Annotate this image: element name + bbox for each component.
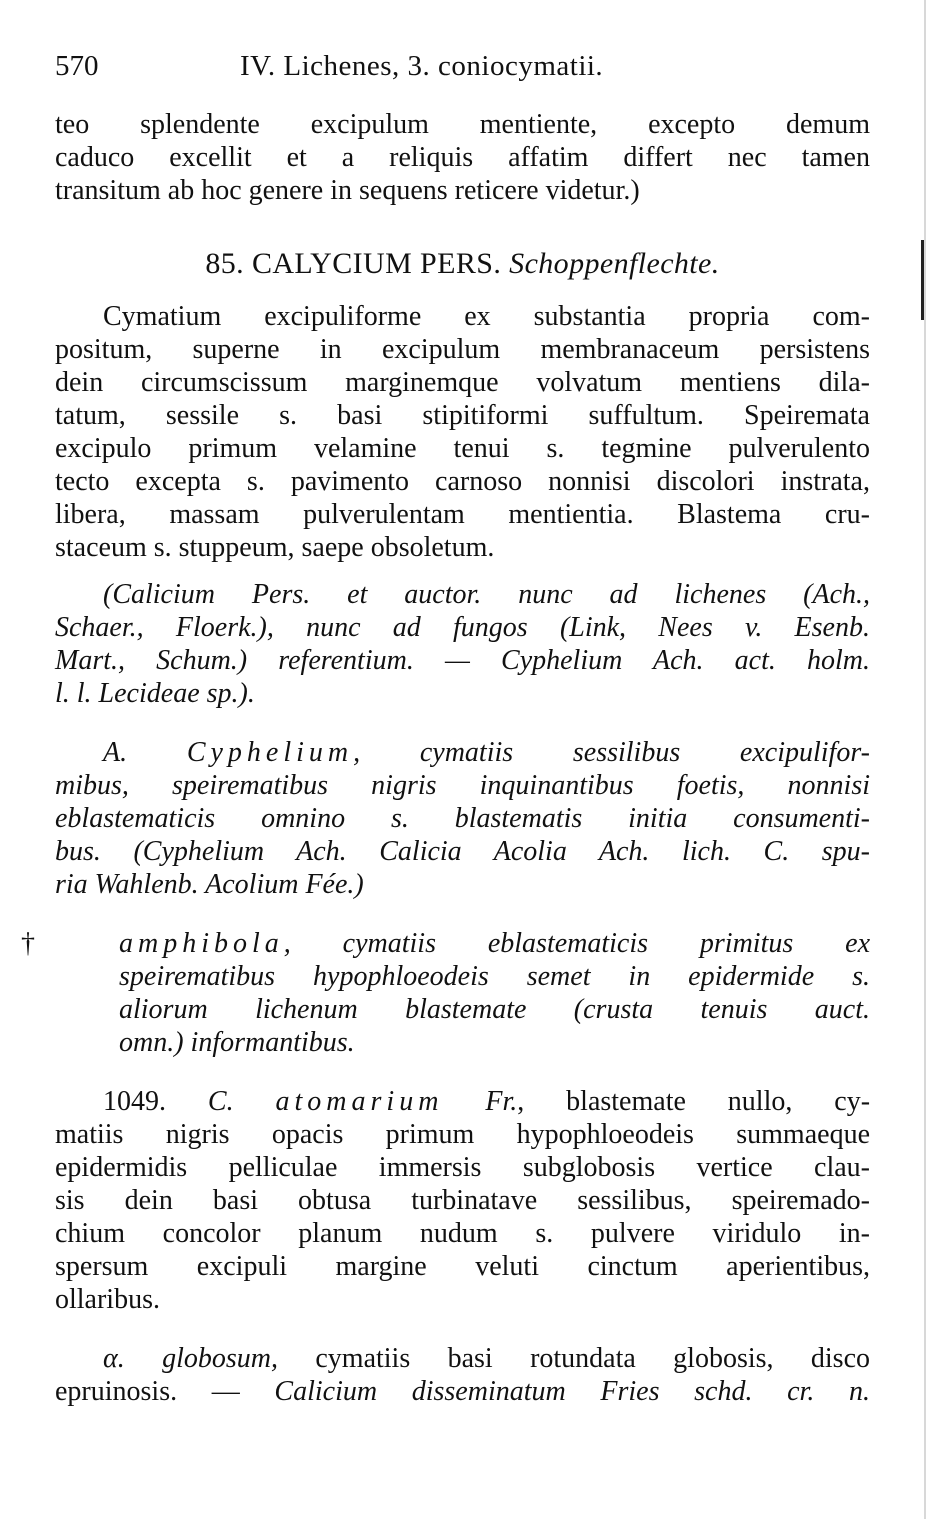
text-line: eblastematicis omnino s. blastematis initia consumenti- [55,803,870,834]
text-line: , cymatiis sessilibus excipulifor- [353,737,870,768]
genus-description [55,300,870,564]
book-page [21,50,871,1408]
section-number: 85. [205,247,245,280]
variety-letter: α. [103,1343,125,1374]
text-line: positum, superne in excipulum membranaceum persistens [55,334,870,365]
species-number: 1049. [103,1086,166,1117]
page-edge-mark [921,240,924,320]
text-line: dein circumscissum marginemque volvatum mentiens dila- [55,367,870,398]
text-line: omn.) informantibus. [119,1027,355,1058]
page-edge-shadow [924,0,926,1519]
text-line: mibus, speirematibus nigris inquinantibus foetis, nonnisi [55,770,870,801]
amphibola-first-line [119,927,870,960]
subgenus-cyphelium [55,736,870,901]
text-line: libera, massam pulverulentam mentientia. Blastema cru- [55,499,870,530]
text-line: epruinosis. — [55,1376,240,1407]
dagger-mark: † [21,928,35,959]
amphibola-name: amphibola [119,928,284,959]
text-line: epidermidis pelliculae immersis subglobosis vertice clau- [55,1152,870,1183]
text-line: ollaribus. [55,1284,160,1315]
text-line: Cymatium excipuliforme ex substantia propria com- [103,301,870,332]
section-amphibola [21,927,870,1059]
variety-entry [55,1342,870,1408]
text-line: Calicium disseminatum Fries schd. cr. n. [274,1376,871,1407]
text-line: spersum excipuli margine veluti cinctum aperientibus, [55,1251,870,1282]
species-epithet: atomarium [275,1086,444,1117]
species-genus: C. [207,1086,234,1117]
species-entry [55,1085,870,1316]
species-first-line [55,1085,870,1118]
text-line: Schaer., Floerk.), nunc ad fungos (Link, Nees v. Esenb. [55,612,870,643]
text-line: excipulo primum velamine tenui s. tegmine pulverulento [55,433,870,464]
text-line: speirematibus hypophloeodeis semet in epidermide s. [119,961,870,992]
text-line: ria Wahlenb. Acolium Fée.) [55,869,364,900]
text-line: , blastemate nullo, cy- [517,1086,871,1117]
subgenus-first-line [55,736,870,769]
text-line: transitum ab hoc genere in sequens reticere videtur.) [55,175,640,206]
variety-second-line [55,1375,870,1408]
running-head [55,50,870,90]
text-line: Mart., Schum.) referentium. — Cyphelium Ach. act. holm. [55,645,870,676]
text-line: (Calicium Pers. et auctor. nunc ad lichenes (Ach., [103,579,870,610]
species-author: Fr. [485,1086,518,1117]
variety-name: globosum, [162,1343,278,1374]
running-title: IV. Lichenes, 3. coniocymatii. [240,50,604,82]
text-line: tatum, sessile s. basi stipitiformi suffultum. Speiremata [55,400,870,431]
text-line: tecto excepta s. pavimento carnoso nonnisi discolori instrata, [55,466,870,497]
text-line: cymatiis basi rotundata globosis, disco [315,1343,871,1374]
text-line: chium concolor planum nudum s. pulvere viridulo in- [55,1218,870,1249]
text-line: matiis nigris opacis primum hypophloeodeis summaeque [55,1119,870,1150]
text-line: bus. (Cyphelium Ach. Calicia Acolia Ach. lich. C. spu- [55,836,870,867]
synonymy-paragraph [55,578,870,710]
section-title: CALYCIUM PERS. [251,247,502,280]
text-line: teo splendente excipulum mentiente, excepto demum [55,109,870,140]
intro-paragraph [55,108,870,207]
subgenus-letter: A. [103,737,128,768]
text-line: l. l. Lecideae sp.). [55,678,255,709]
subgenus-name: Cyphelium [186,737,354,768]
text-line: , cymatiis eblastematicis primitus ex [283,928,870,959]
text-line: staceum s. stuppeum, saepe obsoletum. [55,532,495,563]
text-line: sis dein basi obtusa turbinatave sessilibus, speiremado- [55,1185,870,1216]
text-line: aliorum lichenum blastemate (crusta tenuis auct. [119,994,870,1025]
text-line: caduco excellit et a reliquis affatim differt nec tamen [55,142,870,173]
variety-first-line [55,1342,870,1375]
section-german-name: Schoppenflechte. [509,247,720,280]
section-heading [55,247,870,280]
page-number: 570 [55,50,99,82]
